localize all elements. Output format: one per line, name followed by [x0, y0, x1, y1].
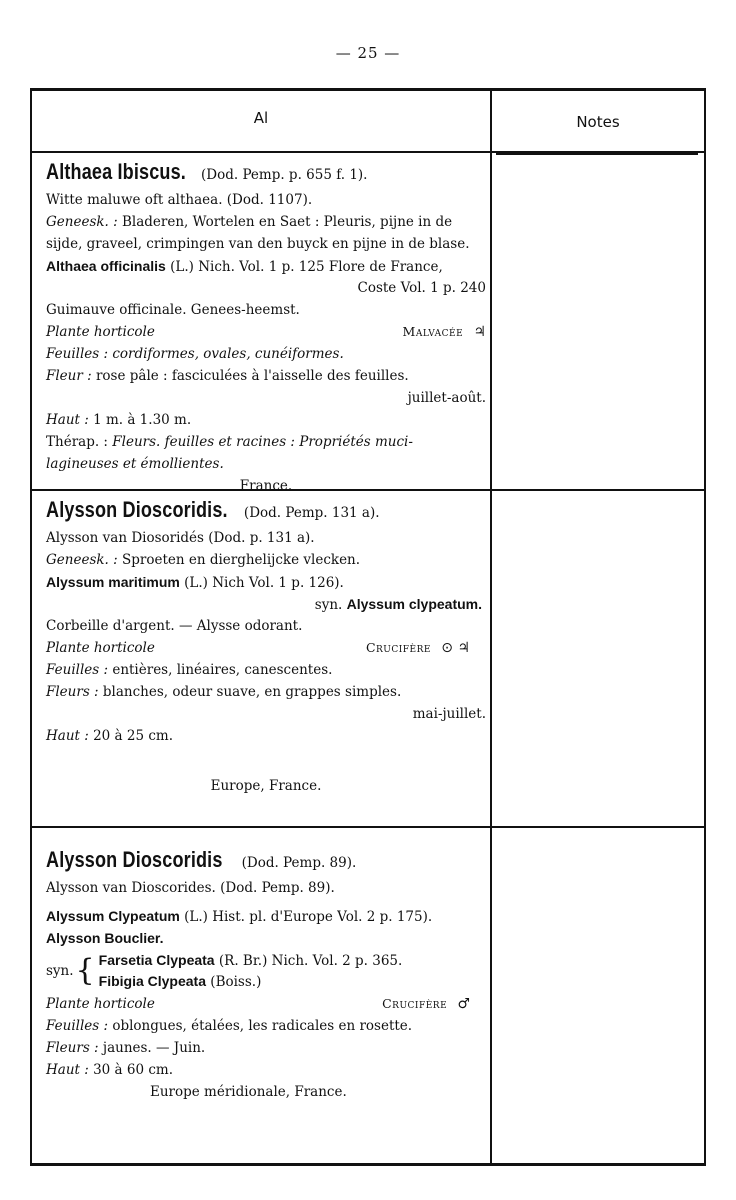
entry-line: Fleurs : blanches, odeur suave, en grappes simples. [46, 684, 402, 700]
entry-line: Haut : 30 à 60 cm. [46, 1062, 174, 1078]
entry-reference: (Dod. Pemp. p. 655 f. 1). [201, 167, 368, 183]
entry-line: Alysson van Dioscorides. (Dod. Pemp. 89). [46, 880, 335, 896]
perennial-symbol-icon: ♃ [473, 324, 486, 340]
entry-title: Althaea Ibiscus. [46, 159, 186, 184]
entry-line: Europe méridionale, France. [150, 1084, 347, 1100]
entry-divider [32, 489, 704, 491]
entry-line: Plante horticole Malvacée ♃ [46, 324, 486, 340]
entry-line: Guimauve officinale. Genees-heemst. [46, 302, 300, 318]
entry-line: Plante horticole Crucifère ⊙ ♃ [46, 640, 470, 656]
entry-line: Haut : 20 à 25 cm. [46, 728, 174, 744]
entry-title: Alysson Dioscoridis. [46, 497, 228, 522]
herbal-table [30, 88, 706, 1166]
header-notes-column: Notes [576, 113, 620, 131]
entry-althaea-ibiscus [46, 155, 486, 497]
male-symbol-icon: ♂ [457, 996, 470, 1012]
brace-icon: { [75, 953, 95, 988]
entry-line: mai-juillet. [412, 706, 486, 722]
entry-line: sijde, graveel, crimpingen van den buyck en pijne in de blase. [46, 236, 470, 252]
entry-alysson-dioscoridis-2 [46, 843, 486, 1103]
entry-line: Feuilles : entières, linéaires, canescentes. [46, 662, 333, 678]
entry-reference: (Dod. Pemp. 131 a). [243, 505, 380, 521]
entry-line: Althaea officinalis (L.) Nich. Vol. 1 p. 125 Flore de France, [46, 258, 443, 275]
entry-line: Feuilles : cordiformes, ovales, cunéiformes. [46, 346, 344, 362]
entry-line: Haut : 1 m. à 1.30 m. [46, 412, 192, 428]
entry-line: lagineuses et émollientes. [46, 456, 224, 472]
entry-line: Europe, France. [210, 778, 322, 794]
entry-line: Alysson van Diosoridés (Dod. p. 131 a). [46, 530, 315, 546]
entry-line: Alysson Bouclier. [46, 930, 164, 946]
annual-perennial-symbol-icon: ⊙ ♃ [441, 640, 470, 656]
page-number: — 25 — [335, 44, 401, 62]
table-header [32, 91, 704, 153]
entry-title: Alysson Dioscoridis [46, 847, 223, 872]
entry-line: Geneesk. : Bladeren, Wortelen en Saet : Pleuris, pijne in de [46, 214, 453, 230]
entry-reference: (Dod. Pemp. 89). [241, 855, 357, 871]
header-main-column: Al [253, 109, 269, 127]
entry-line: Feuilles : oblongues, étalées, les radicales en rosette. [46, 1018, 413, 1034]
entry-line: Alyssum maritimum (L.) Nich Vol. 1 p. 126). [46, 574, 344, 591]
entry-divider [32, 826, 704, 828]
entry-line: Fleur : rose pâle : fasciculées à l'aisselle des feuilles. [46, 368, 409, 384]
synonym-block: syn. { Farsetia Clypeata (R. Br.) Nich. Vol. 2 p. 365. Fibigia Clypeata (Boiss.) [46, 952, 403, 990]
notes-rule [496, 153, 698, 155]
entry-line: Geneesk. : Sproeten en dierghelijcke vlecken. [46, 552, 361, 568]
entry-line: Corbeille d'argent. — Alysse odorant. [46, 618, 303, 634]
entry-line: juillet-août. [407, 390, 486, 406]
entry-alysson-dioscoridis-1 [46, 493, 486, 797]
entry-line: syn. Alyssum clypeatum. [314, 596, 482, 613]
entry-line: Thérap. : Fleurs. feuilles et racines : Propriétés muci- [46, 434, 413, 450]
entry-line: Witte maluwe oft althaea. (Dod. 1107). [46, 192, 313, 208]
column-divider [490, 91, 492, 1163]
entry-line: Plante horticole Crucifère ♂ [46, 996, 470, 1012]
entry-line: Coste Vol. 1 p. 240 [357, 280, 486, 296]
entry-line: Alyssum Clypeatum (L.) Hist. pl. d'Europe Vol. 2 p. 175). [46, 908, 433, 925]
entry-line: France. [239, 478, 293, 494]
entry-line: Fleurs : jaunes. — Juin. [46, 1040, 206, 1056]
